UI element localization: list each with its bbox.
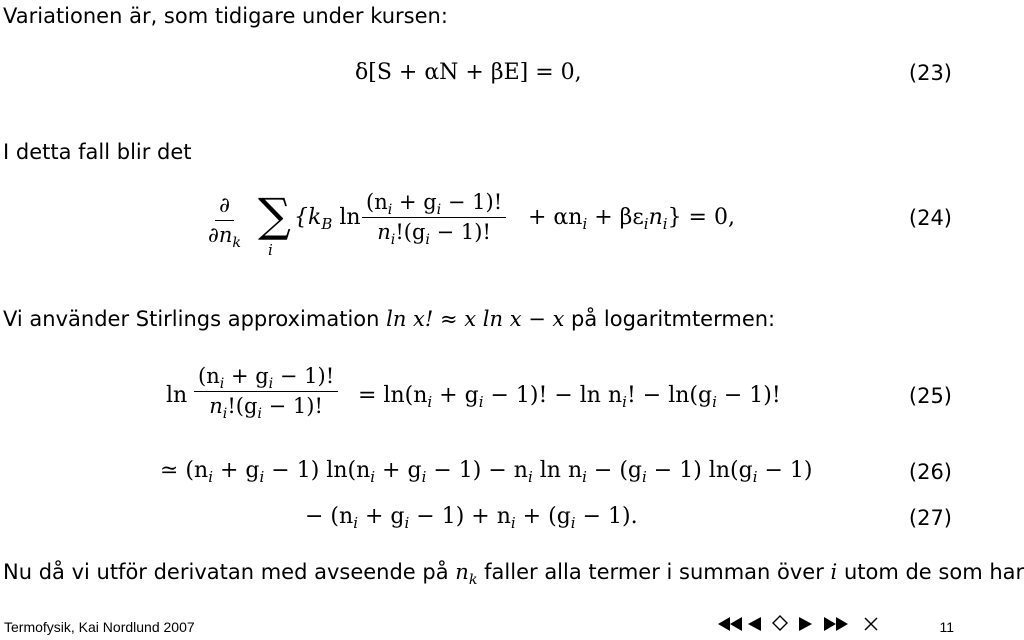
first-page-icon[interactable] — [718, 616, 748, 635]
previous-page-icon[interactable] — [748, 616, 772, 635]
equation-27: − $(n_i + g_i - 1) + n_i + (g_i - 1)$. — [305, 504, 638, 533]
equation-25-ln: ln — [166, 383, 188, 408]
partial-derivative-fraction: ∂ $\partial n_k$ — [208, 193, 242, 252]
equation-24-number: (24) — [908, 206, 952, 230]
para-3: Vi använder Stirlings approximation ln x! ≈ x ln x − x på logaritmtermen: — [3, 307, 776, 331]
equation-24-tail: + $\alpha n_i + \beta\varepsilon_in_i\} = 0$, — [528, 205, 735, 234]
navigation-bar — [718, 614, 884, 636]
brace-open: {$k_B$ ln — [294, 205, 361, 234]
equation-25-rhs: = $\ln(n_i + g_i - 1)$! − $\ln n_i$! − $\ln(g_i - 1)$! — [358, 383, 781, 412]
equation-26-number: (26) — [908, 460, 952, 484]
sum-symbol: ∑ — [258, 188, 291, 242]
equation-27-number: (27) — [908, 506, 952, 530]
footer-author: Termofysik, Kai Nordlund 2007 — [4, 619, 195, 635]
para-4: Nu då vi utför derivatan med avseende på $n_k$ faller alla termer i summan över i utom de som har — [3, 560, 1024, 588]
last-page-icon[interactable] — [824, 616, 864, 635]
equation-23: δ[S + αN + βE] = 0, — [355, 60, 582, 85]
equation-23-number: (23) — [908, 61, 952, 85]
toc-diamond-icon[interactable] — [772, 615, 798, 635]
log-fraction-24: $\frac{(n_i + g_i - 1)!}{n_i!(g_i - 1)!}$ — [362, 190, 506, 245]
log-fraction-25: $\frac{(n_i + g_i - 1)!}{n_i!(g_i - 1)!}$ — [194, 364, 338, 419]
para-1: Variationen är, som tidigare under kursen: — [3, 4, 448, 28]
stirling-formula: ln x! ≈ x ln x − x — [386, 307, 565, 331]
sum-index: i — [268, 241, 273, 259]
page-number: 11 — [939, 619, 954, 635]
close-icon[interactable] — [864, 616, 884, 635]
next-page-icon[interactable] — [798, 616, 824, 635]
equation-26: ≃ $(n_i + g_i - 1) \ln(n_i + g_i - 1) - n_i$ $\ln n_i - (g_i - 1) \ln(g_i - 1)$ — [160, 458, 813, 487]
equation-25-number: (25) — [908, 384, 952, 408]
para-2: I detta fall blir det — [3, 140, 192, 164]
